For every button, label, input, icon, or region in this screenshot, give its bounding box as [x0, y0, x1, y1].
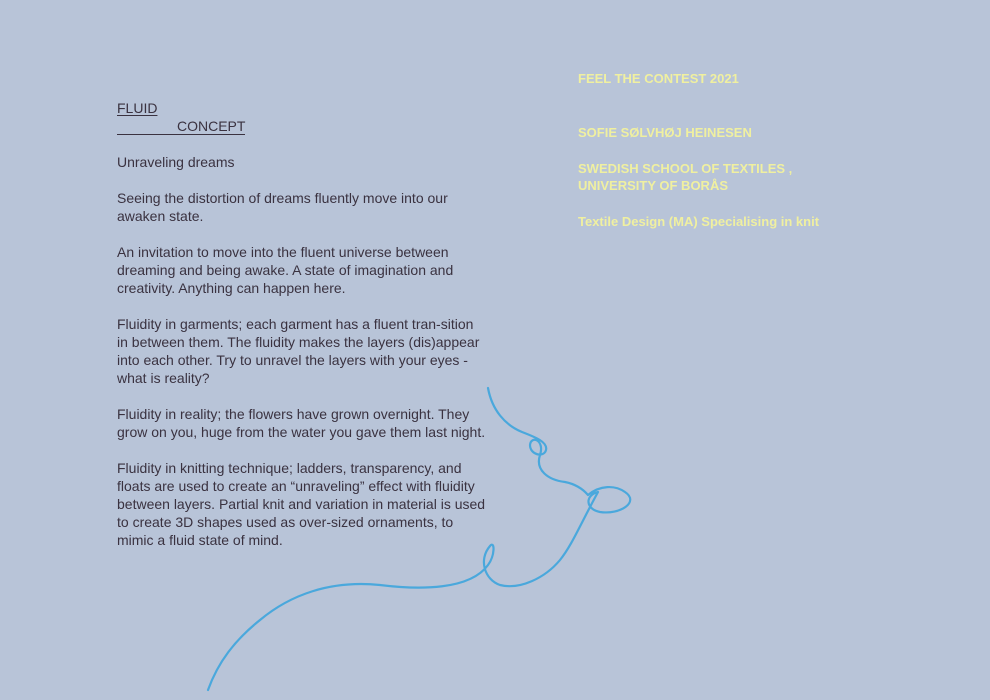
title-fluid: FLUID	[117, 100, 158, 116]
subtitle: Unraveling dreams	[117, 154, 235, 170]
program-name: Textile Design (MA) Specialising in knit	[578, 214, 820, 229]
paragraph-4: Fluidity in reality; the flowers have grown overnight. They grow on you, huge from the water you gave them last night.	[117, 406, 486, 440]
thread-path	[208, 388, 630, 690]
paragraph-5: Fluidity in knitting technique; ladders, transparency, and floats are used to create an “unraveling” effect with fluidity between layers. Partial knit and variation in material is used to create 3D shapes used as over-sized ornaments, to mimic a fluid state of mind.	[117, 460, 486, 548]
paragraph-2: An invitation to move into the fluent universe between dreaming and being awake. A state of imagination and creativity. Anything can happen here.	[117, 244, 454, 296]
event-title: FEEL THE CONTEST 2021	[578, 71, 739, 86]
school-name: SWEDISH SCHOOL OF TEXTILES , UNIVERSITY OF BORÅS	[578, 161, 793, 193]
paragraph-1: Seeing the distortion of dreams fluently move into our awaken state.	[117, 190, 448, 224]
paragraph-3: Fluidity in garments; each garment has a fluent tran-sition in between them. The fluidity makes the layers (dis)appear into each other. Try to unravel the layers with your eyes - what is reality?	[117, 316, 480, 386]
title-concept: CONCEPT	[117, 118, 245, 135]
designer-name: SOFIE SØLVHØJ HEINESEN	[578, 125, 752, 140]
